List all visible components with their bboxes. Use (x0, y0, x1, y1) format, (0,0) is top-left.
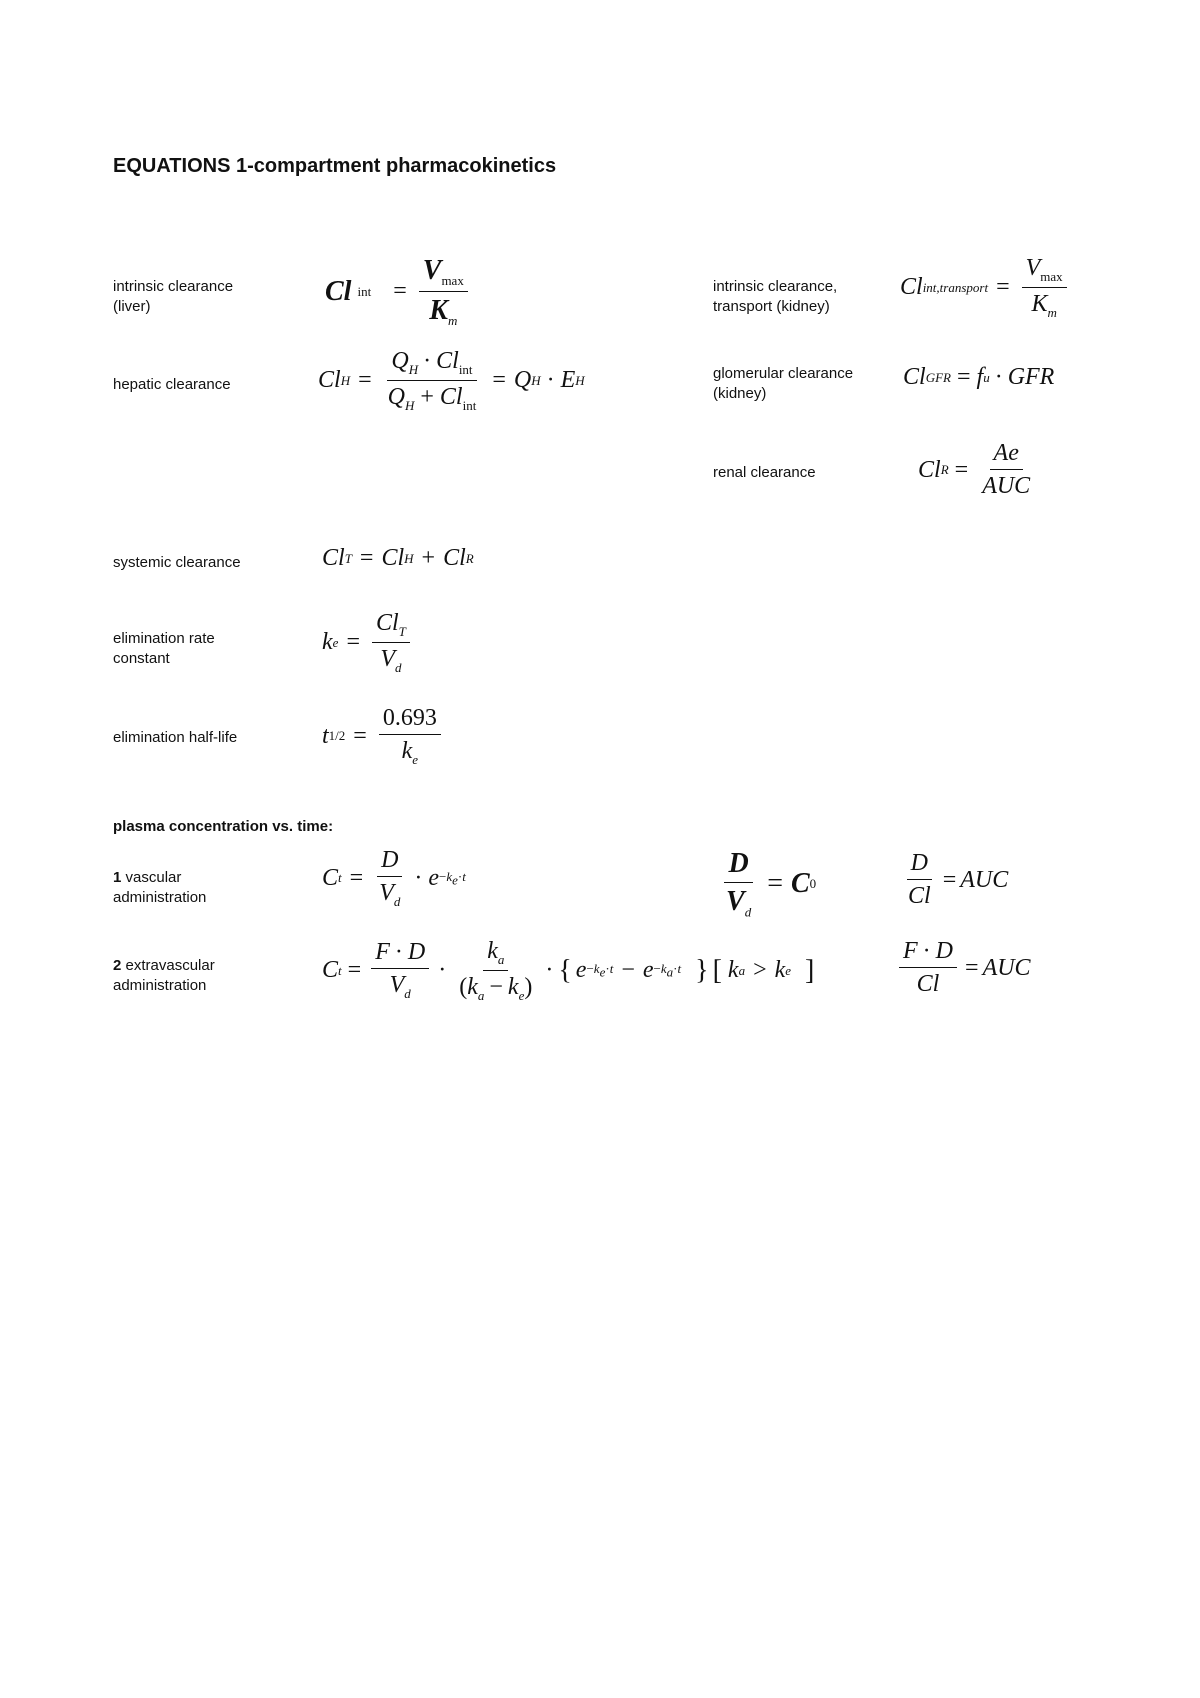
label-intrinsic-transport: intrinsic clearance, transport (kidney) (713, 278, 838, 315)
eq-initial-concentration: $\frac{D}{V_d}$ = C 0 (726, 848, 817, 920)
label-vascular: 1 vascular administration (113, 869, 207, 906)
eq-half-life: t 1/2 = $\frac{0.693}{k_e}$ (322, 705, 445, 768)
label-half-life: elimination half-life (113, 729, 238, 746)
eq-glomerular: Cl GFR = f u · GFR (903, 364, 1055, 390)
eq-intrinsic-liver: Cl int = $\frac{V_{max}}{K_m}$ (325, 255, 472, 329)
label-intrinsic-liver: intrinsic clearance (liver) (113, 278, 234, 315)
eq-elim-rate: k e = $\frac{Cl_T}{V_d}$ (322, 610, 414, 676)
label-renal: renal clearance (713, 464, 816, 481)
eq-auc-extravascular: $\frac{F \cdot D}{Cl}$ = AUC (895, 938, 1031, 998)
eq-systemic: Cl T = Cl H + Cl R (322, 545, 474, 571)
eq-renal: Cl R = $\frac{Ae}{\text{AUC}}$ (918, 440, 1031, 499)
label-extravascular: 2 extravascular administration (113, 957, 215, 994)
label-elim-rate: elimination rate constant (113, 630, 215, 667)
eq-intrinsic-transport: Cl int,transport = $\frac{V_{max}}{K_m}$ (900, 255, 1071, 321)
eq-hepatic: Cl H = $\frac{Q_H \cdot Cl_{int}}{Q_H + Cl_{int}}$ = Q H · E H (318, 348, 585, 413)
eq-vascular: C t = $\frac{D}{V_d}$ · e $-k_e\cdot t$ (322, 847, 466, 909)
page-title: EQUATIONS 1-compartment pharmacokinetics (113, 155, 557, 177)
label-hepatic: hepatic clearance (113, 376, 231, 393)
section-plasma-concentration: plasma concentration vs. time: (113, 818, 334, 835)
label-systemic: systemic clearance (113, 554, 241, 571)
label-glomerular: glomerular clearance (kidney) (713, 365, 854, 402)
eq-auc-vascular: $\frac{D}{Cl}$ = AUC (908, 850, 1009, 909)
eq-extravascular: C t = $\frac{F \cdot D}{V_d}$ · $\frac{k_a}{(k_a - k_e)}$ · { e $-k_e\cdot t$ − e $-k_a\cdot t$ } [ k a > k e ] (322, 938, 815, 1003)
